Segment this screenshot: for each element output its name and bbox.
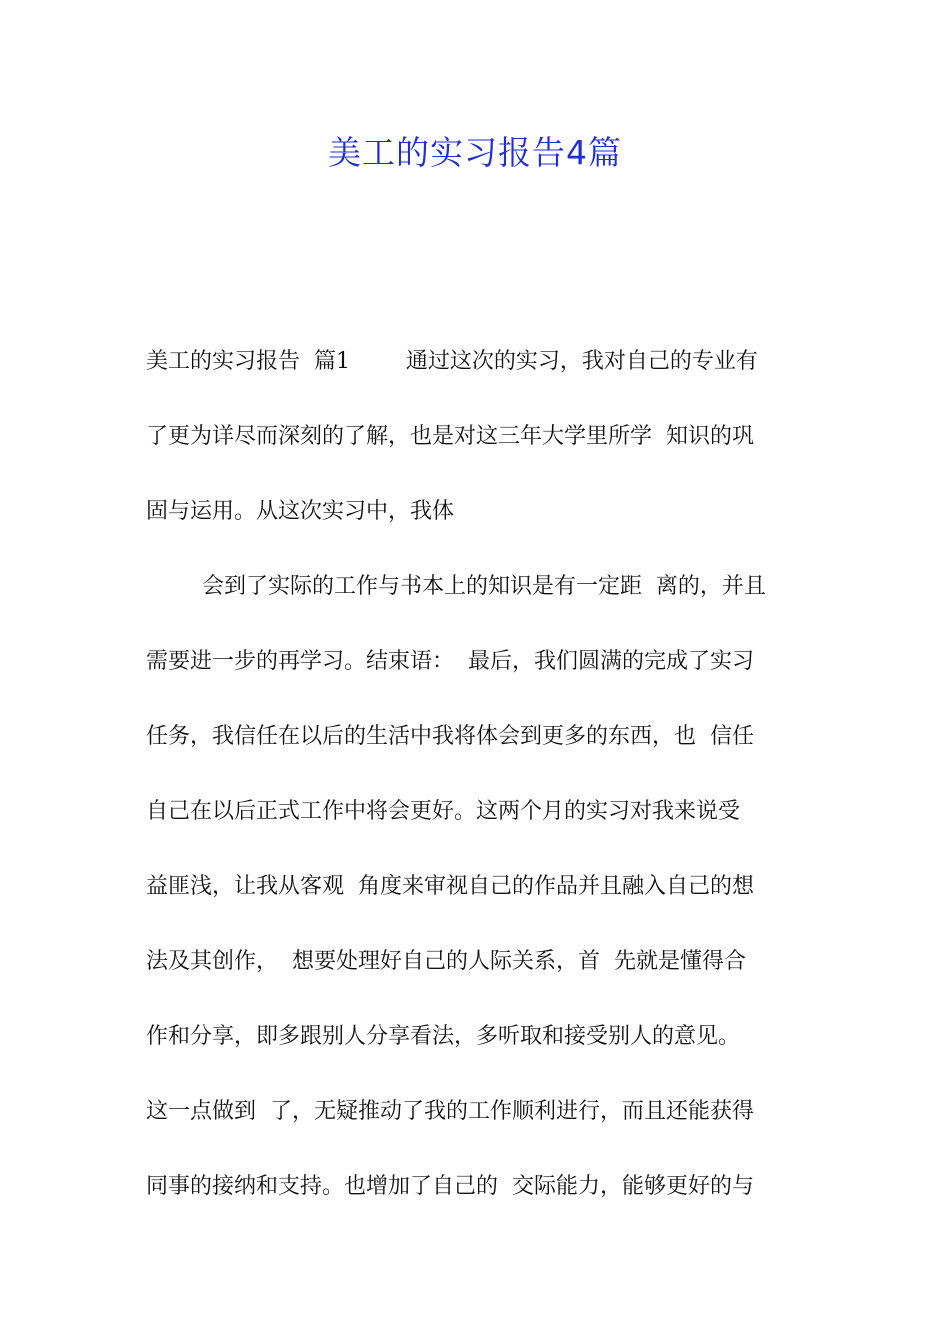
body-line: 固与运用。从这次实习中，我体 — [146, 499, 455, 524]
body-line: 了更为详尽而深刻的了解，也是对这三年大学里所学 知识的巩 — [146, 424, 754, 449]
body-line: 益匪浅，让我从客观 角度来审视自己的作品并且融入自己的想 — [146, 874, 754, 899]
body-line: 法及其创作， 想要处理好自己的人际关系，首 先就是懂得合 — [146, 949, 746, 974]
body-line: 作和分享，即多跟别人分享看法，多听取和接受别人的意见。 — [146, 1024, 741, 1049]
document-body — [146, 337, 808, 1237]
body-line: 这一点做到 了，无疑推动了我的工作顺利进行，而且还能获得 — [146, 1099, 754, 1124]
body-line: 同事的接纳和支持。也增加了自己的 交际能力，能够更好的与 — [146, 1174, 754, 1199]
body-line: 任务，我信任在以后的生活中我将体会到更多的东西，也 信任 — [146, 724, 754, 749]
body-line: 需要进一步的再学习。结束语： 最后，我们圆满的完成了实习 — [146, 649, 754, 674]
document-title: 美工的实习报告4篇 — [328, 133, 622, 172]
body-line: 自己在以后正式工作中将会更好。这两个月的实习对我来说受 — [146, 799, 741, 824]
body-line: 会到了实际的工作与书本上的知识是有一定距 离的，并且 — [146, 574, 766, 599]
body-line: 美工的实习报告 篇1 通过这次的实习，我对自己的专业有 — [146, 349, 758, 374]
